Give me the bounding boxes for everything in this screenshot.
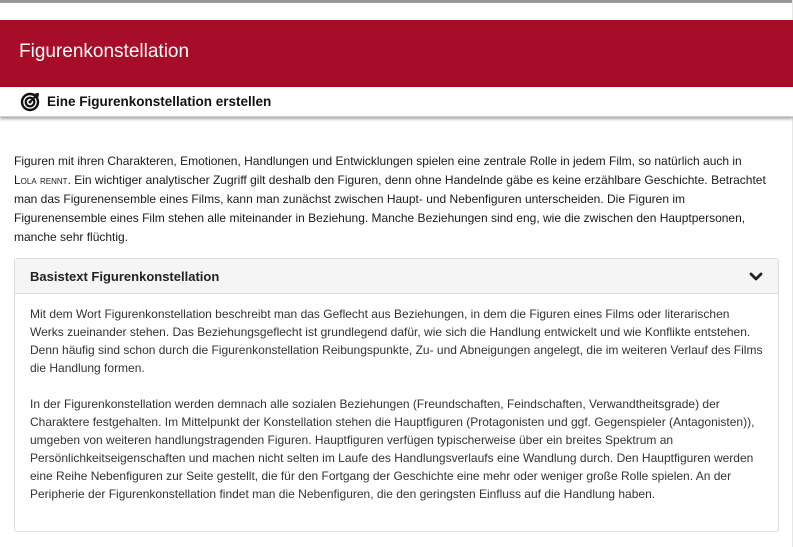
intro-text-rest: . Ein wichtiger analytischer Zugriff gilt deshalb den Figuren, denn ohne Handelnde gäbe es keine erzählbare Geschichte. Betrachtet man das Figurenensemble eines Films, kann man zunächst zwischen Haupt- und Nebenfiguren unterscheiden. Die Figuren im Figurenensemble eines Film stehen alle miteinander in Beziehung. Manche Beziehungen sind eng, wie die zwischen den Hauptpersonen, manche sehr flüchtig. [14,173,766,244]
subheader-label: Eine Figurenkonstellation erstellen [47,94,272,109]
target-icon [20,92,40,112]
body-paragraph: In der Figurenkonstellation werden demnach alle sozialen Beziehungen (Freundschaften, Feindschaften, Verwandtheitsgrade) der Charaktere festgehalten. Im Mittelpunkt der Konstellation stehen die Hauptfiguren (Protagonisten und ggf. Gegenspieler (Antagonisten)), umgeben von weiteren handlungstragenden Figuren. Hauptfiguren verfügen typischerweise über ein breites Spektrum an Persönlichkeitseigenschaften und machen nicht selten im Laufe des Handlungsverlaufs eine Wandlung durch. Den Hauptfiguren werden eine Reihe Nebenfiguren zur Seite gestellt, die für den Fortgang der Geschichte eine mehr oder weniger große Rolle spielen. An der Peripherie der Figurenkonstellation findet man die Nebenfiguren, die den geringsten Einfluss auf die Handlung haben. [30,397,755,501]
film-title: Lola rennt [14,173,68,187]
window-top-border [0,0,793,3]
page-title: Figurenkonstellation [19,41,190,62]
accordion-title: Basistext Figurenkonstellation [30,269,220,284]
chevron-down-icon[interactable] [749,270,763,282]
accordion-header[interactable] [15,259,778,294]
accordion-panel [14,258,779,532]
intro-text-start: Figuren mit ihren Charakteren, Emotionen, Handlungen und Entwicklungen spielen eine zentrale Rolle in jedem Film, so natürlich auch in [14,154,742,168]
accordion-body [30,305,765,521]
body-paragraph: Mit dem Wort Figurenkonstellation beschreibt man das Geflecht aus Beziehungen, in dem die Figuren eines Films oder literarischen Werks zueinander stehen. Das Beziehungsgeflecht ist grundlegend dafür, wie sich die Handlung entwickelt und wie Konflikte entstehen. Denn häufig sind schon durch die Figurenkonstellation Reibungspunkte, Zu- und Abneigungen angelegt, die im weiteren Verlauf des Films die Handlung formen. [30,307,763,375]
intro-text [14,152,766,247]
section-subheader [0,87,793,117]
